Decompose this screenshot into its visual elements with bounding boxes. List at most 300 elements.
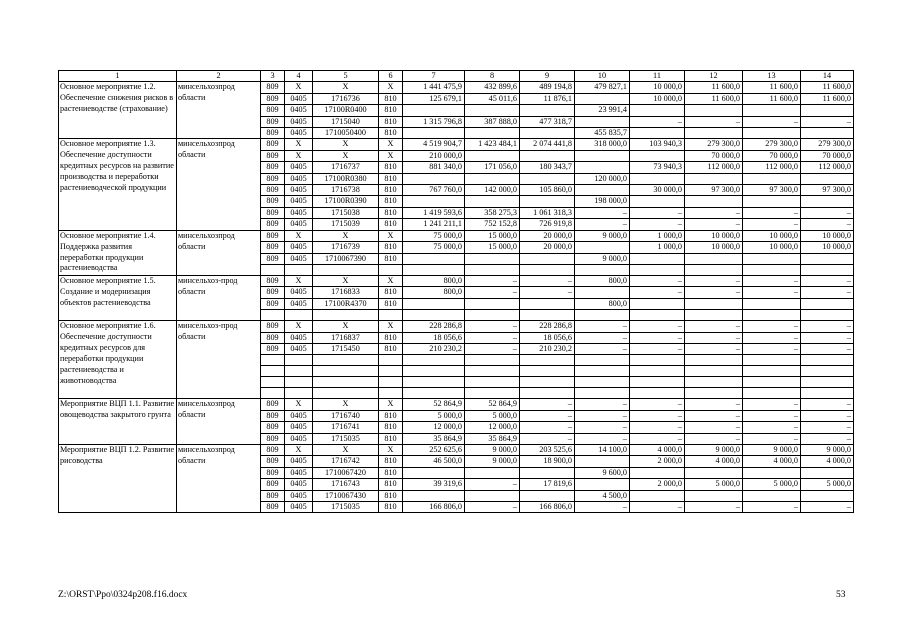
- table-cell: [743, 253, 801, 264]
- table-cell: [685, 355, 743, 366]
- table-cell: 1710067390: [313, 253, 379, 264]
- table-cell: 10 000,0: [801, 230, 854, 241]
- table-cell: 9 000,0: [801, 444, 854, 455]
- activity-name-cell: Мероприятие ВЦП 1.1. Развитие овощеводства закрытого грунта: [59, 399, 177, 445]
- table-cell: 279 300,0: [743, 139, 801, 150]
- table-cell: 1715040: [313, 116, 379, 127]
- table-cell: [379, 388, 403, 399]
- table-cell: 4 500,0: [575, 490, 630, 501]
- table-cell: [403, 253, 465, 264]
- table-cell: 9 000,0: [575, 253, 630, 264]
- table-cell: 1 423 484,1: [465, 139, 520, 150]
- table-cell: –: [743, 321, 801, 332]
- table-cell: –: [630, 287, 685, 298]
- table-cell: –: [575, 433, 630, 444]
- table-cell: [685, 298, 743, 309]
- table-cell: 4 519 904,7: [403, 139, 465, 150]
- table-cell: 809: [261, 219, 285, 230]
- table-cell: [743, 355, 801, 366]
- table-cell: 809: [261, 422, 285, 433]
- table-cell: [801, 490, 854, 501]
- table-cell: [575, 116, 630, 127]
- table-cell: [685, 264, 743, 275]
- table-cell: [465, 355, 520, 366]
- table-cell: [379, 366, 403, 377]
- table-cell: –: [465, 502, 520, 513]
- table-cell: [313, 366, 379, 377]
- table-cell: [801, 377, 854, 388]
- table-cell: [575, 287, 630, 298]
- table-cell: [520, 490, 575, 501]
- table-cell: 1710067420: [313, 467, 379, 478]
- table-cell: 1 241 211,1: [403, 219, 465, 230]
- table-cell: 171 056,0: [465, 162, 520, 173]
- table-cell: 1710067430: [313, 490, 379, 501]
- table-cell: 810: [379, 287, 403, 298]
- table-cell: –: [801, 399, 854, 410]
- table-cell: [575, 377, 630, 388]
- table-cell: 210 230,2: [520, 343, 575, 354]
- executor-cell: минсельхоз-прод области: [177, 275, 261, 320]
- table-cell: 73 940,3: [630, 162, 685, 173]
- table-cell: 210 000,0: [403, 150, 465, 161]
- table-cell: –: [801, 410, 854, 421]
- table-cell: 4 000,0: [743, 456, 801, 467]
- executor-cell: минсельхозпрод области: [177, 82, 261, 139]
- table-cell: –: [801, 422, 854, 433]
- table-cell: [743, 105, 801, 116]
- table-cell: 180 343,7: [520, 162, 575, 173]
- table-cell: 252 625,6: [403, 444, 465, 455]
- header-cell: 13: [743, 71, 801, 82]
- table-cell: –: [575, 422, 630, 433]
- table-cell: [743, 467, 801, 478]
- activity-name-cell: Основное мероприятие 1.3. Обеспечение доступности кредитных ресурсов на развитие производства и переработки растениеводческой продукции: [59, 139, 177, 230]
- budget-table: [58, 70, 854, 513]
- table-cell: [465, 128, 520, 139]
- table-cell: 809: [261, 196, 285, 207]
- table-cell: [575, 310, 630, 321]
- table-cell: [575, 93, 630, 104]
- header-cell: 11: [630, 71, 685, 82]
- table-cell: 70 000,0: [801, 150, 854, 161]
- table-cell: 0405: [285, 287, 313, 298]
- table-cell: [630, 105, 685, 116]
- table-cell: [630, 128, 685, 139]
- table-cell: 9 000,0: [685, 444, 743, 455]
- table-cell: 0405: [285, 242, 313, 253]
- table-cell: [575, 479, 630, 490]
- table-cell: 12 000,0: [465, 422, 520, 433]
- table-cell: 809: [261, 185, 285, 196]
- table-cell: 809: [261, 433, 285, 444]
- table-cell: 11 876,1: [520, 93, 575, 104]
- table-cell: [285, 355, 313, 366]
- table-cell: X: [379, 444, 403, 455]
- table-cell: –: [743, 410, 801, 421]
- table-cell: [403, 377, 465, 388]
- table-cell: [520, 467, 575, 478]
- table-cell: 455 835,7: [575, 128, 630, 139]
- table-cell: 210 230,2: [403, 343, 465, 354]
- table-cell: 0405: [285, 196, 313, 207]
- table-cell: –: [575, 343, 630, 354]
- table-cell: [575, 388, 630, 399]
- header-cell: 2: [177, 71, 261, 82]
- table-cell: 0405: [285, 422, 313, 433]
- table-row: [59, 275, 854, 286]
- table-cell: [520, 355, 575, 366]
- table-cell: 52 864,9: [403, 399, 465, 410]
- table-cell: 489 194,8: [520, 82, 575, 93]
- table-cell: 810: [379, 253, 403, 264]
- table-cell: –: [743, 287, 801, 298]
- table-cell: 1716736: [313, 93, 379, 104]
- table-cell: 2 000,0: [630, 479, 685, 490]
- table-cell: [465, 105, 520, 116]
- table-cell: [403, 490, 465, 501]
- table-cell: [520, 173, 575, 184]
- table-cell: –: [743, 399, 801, 410]
- table-cell: –: [743, 502, 801, 513]
- executor-cell: минсельхозпрод области: [177, 139, 261, 230]
- table-cell: –: [685, 116, 743, 127]
- table-cell: 810: [379, 422, 403, 433]
- table-cell: –: [630, 275, 685, 286]
- table-cell: 142 000,0: [465, 185, 520, 196]
- table-cell: 97 300,0: [685, 185, 743, 196]
- table-cell: [403, 264, 465, 275]
- table-cell: 0405: [285, 173, 313, 184]
- table-cell: –: [630, 422, 685, 433]
- table-cell: 0405: [285, 207, 313, 218]
- table-cell: X: [285, 321, 313, 332]
- table-cell: 0405: [285, 128, 313, 139]
- table-cell: [313, 388, 379, 399]
- table-cell: 279 300,0: [685, 139, 743, 150]
- table-body: [59, 71, 854, 513]
- table-cell: 752 152,8: [465, 219, 520, 230]
- table-cell: [261, 366, 285, 377]
- table-cell: 0405: [285, 332, 313, 343]
- table-cell: 809: [261, 253, 285, 264]
- table-cell: –: [801, 116, 854, 127]
- table-cell: 358 275,3: [465, 207, 520, 218]
- table-cell: –: [465, 479, 520, 490]
- table-cell: 11 600,0: [743, 82, 801, 93]
- table-cell: –: [465, 343, 520, 354]
- table-cell: 4 000,0: [630, 444, 685, 455]
- table-cell: 5 000,0: [403, 410, 465, 421]
- table-cell: [630, 253, 685, 264]
- table-cell: 18 056,6: [520, 332, 575, 343]
- table-cell: [520, 128, 575, 139]
- table-cell: 9 000,0: [743, 444, 801, 455]
- table-cell: 11 600,0: [801, 93, 854, 104]
- table-cell: [685, 377, 743, 388]
- table-cell: –: [630, 502, 685, 513]
- table-cell: –: [801, 502, 854, 513]
- table-cell: [743, 388, 801, 399]
- table-cell: 809: [261, 332, 285, 343]
- table-cell: 1715450: [313, 343, 379, 354]
- table-cell: –: [743, 219, 801, 230]
- table-cell: [685, 366, 743, 377]
- table-cell: 809: [261, 162, 285, 173]
- table-cell: [801, 355, 854, 366]
- header-cell: 6: [379, 71, 403, 82]
- table-cell: [575, 185, 630, 196]
- table-cell: 810: [379, 116, 403, 127]
- table-cell: [285, 366, 313, 377]
- table-cell: 809: [261, 298, 285, 309]
- table-cell: [261, 355, 285, 366]
- table-cell: –: [743, 275, 801, 286]
- table-cell: 105 860,0: [520, 185, 575, 196]
- table-cell: 810: [379, 185, 403, 196]
- header-cell: 9: [520, 71, 575, 82]
- table-cell: [403, 310, 465, 321]
- table-cell: –: [575, 207, 630, 218]
- table-cell: 809: [261, 502, 285, 513]
- table-cell: 810: [379, 105, 403, 116]
- table-cell: 2 000,0: [630, 456, 685, 467]
- table-cell: 166 806,0: [403, 502, 465, 513]
- table-cell: –: [630, 321, 685, 332]
- table-cell: [379, 310, 403, 321]
- table-cell: 198 000,0: [575, 196, 630, 207]
- table-cell: 809: [261, 275, 285, 286]
- table-cell: 39 319,6: [403, 479, 465, 490]
- table-cell: [520, 377, 575, 388]
- table-cell: 1716740: [313, 410, 379, 421]
- table-cell: 1716837: [313, 332, 379, 343]
- table-cell: [520, 310, 575, 321]
- table-cell: 726 919,8: [520, 219, 575, 230]
- table-cell: [743, 298, 801, 309]
- table-cell: 11 600,0: [685, 93, 743, 104]
- table-cell: 809: [261, 93, 285, 104]
- table-row: [59, 139, 854, 150]
- table-cell: [520, 264, 575, 275]
- table-cell: 387 888,0: [465, 116, 520, 127]
- table-cell: 1710050400: [313, 128, 379, 139]
- table-cell: X: [313, 399, 379, 410]
- table-cell: 767 760,0: [403, 185, 465, 196]
- table-cell: 809: [261, 128, 285, 139]
- table-cell: [630, 467, 685, 478]
- table-cell: 10 000,0: [685, 242, 743, 253]
- table-cell: 0405: [285, 456, 313, 467]
- table-cell: X: [379, 230, 403, 241]
- table-cell: X: [285, 230, 313, 241]
- table-cell: –: [575, 219, 630, 230]
- table-cell: 800,0: [575, 298, 630, 309]
- table-cell: [685, 173, 743, 184]
- table-cell: –: [801, 321, 854, 332]
- header-cell: 12: [685, 71, 743, 82]
- table-cell: 52 864,9: [465, 399, 520, 410]
- table-cell: 2 074 441,8: [520, 139, 575, 150]
- table-cell: 17100R0390: [313, 196, 379, 207]
- table-cell: [685, 253, 743, 264]
- table-cell: [520, 253, 575, 264]
- table-cell: [575, 366, 630, 377]
- table-cell: [285, 388, 313, 399]
- table-cell: 318 000,0: [575, 139, 630, 150]
- table-cell: 0405: [285, 433, 313, 444]
- table-cell: 809: [261, 242, 285, 253]
- table-cell: –: [465, 332, 520, 343]
- table-cell: 1 000,0: [630, 242, 685, 253]
- table-cell: 810: [379, 162, 403, 173]
- table-cell: [261, 310, 285, 321]
- table-header-row: [59, 71, 854, 82]
- table-cell: 203 525,6: [520, 444, 575, 455]
- table-cell: 45 011,6: [465, 93, 520, 104]
- table-cell: 810: [379, 298, 403, 309]
- table-cell: 881 340,0: [403, 162, 465, 173]
- table-cell: X: [313, 275, 379, 286]
- header-cell: 3: [261, 71, 285, 82]
- table-cell: 11 600,0: [743, 93, 801, 104]
- table-cell: –: [520, 287, 575, 298]
- table-cell: 112 000,0: [743, 162, 801, 173]
- table-cell: 10 000,0: [743, 230, 801, 241]
- table-cell: 810: [379, 502, 403, 513]
- table-cell: 20 000,0: [520, 242, 575, 253]
- table-cell: 809: [261, 150, 285, 161]
- table-cell: 279 300,0: [801, 139, 854, 150]
- table-cell: X: [379, 275, 403, 286]
- table-cell: –: [630, 410, 685, 421]
- header-cell: 8: [465, 71, 520, 82]
- table-cell: [403, 366, 465, 377]
- table-cell: 809: [261, 321, 285, 332]
- table-cell: 9 000,0: [465, 444, 520, 455]
- table-cell: 479 827,1: [575, 82, 630, 93]
- table-cell: [313, 377, 379, 388]
- table-cell: –: [685, 321, 743, 332]
- table-cell: –: [630, 433, 685, 444]
- table-cell: –: [520, 433, 575, 444]
- table-cell: [801, 264, 854, 275]
- table-cell: –: [630, 219, 685, 230]
- table-cell: 810: [379, 207, 403, 218]
- table-cell: [685, 310, 743, 321]
- table-cell: 810: [379, 433, 403, 444]
- table-cell: 1 061 318,3: [520, 207, 575, 218]
- table-cell: 112 000,0: [685, 162, 743, 173]
- table-cell: 0405: [285, 93, 313, 104]
- table-cell: [801, 366, 854, 377]
- table-cell: X: [379, 150, 403, 161]
- table-cell: 15 000,0: [465, 242, 520, 253]
- table-cell: 810: [379, 467, 403, 478]
- table-cell: X: [313, 139, 379, 150]
- table-cell: –: [685, 343, 743, 354]
- table-cell: [801, 105, 854, 116]
- table-cell: –: [743, 207, 801, 218]
- table-cell: 0405: [285, 162, 313, 173]
- table-row: [59, 399, 854, 410]
- table-cell: 35 864,9: [465, 433, 520, 444]
- table-cell: 4 000,0: [801, 456, 854, 467]
- header-cell: 10: [575, 71, 630, 82]
- table-cell: [630, 388, 685, 399]
- table-cell: 810: [379, 410, 403, 421]
- executor-cell: минсельхозпрод области: [177, 230, 261, 275]
- table-cell: [801, 298, 854, 309]
- table-cell: [285, 377, 313, 388]
- table-cell: X: [313, 321, 379, 332]
- table-cell: [630, 310, 685, 321]
- table-cell: 809: [261, 82, 285, 93]
- table-cell: [465, 150, 520, 161]
- table-cell: 0405: [285, 490, 313, 501]
- table-cell: 810: [379, 490, 403, 501]
- activity-name-cell: Основное мероприятие 1.5. Создание и модернизация объектов растениеводства: [59, 275, 177, 320]
- table-cell: [685, 490, 743, 501]
- table-cell: [801, 388, 854, 399]
- table-cell: –: [743, 343, 801, 354]
- table-cell: –: [630, 207, 685, 218]
- table-cell: 809: [261, 139, 285, 150]
- table-cell: –: [575, 410, 630, 421]
- table-cell: 30 000,0: [630, 185, 685, 196]
- table-cell: X: [313, 150, 379, 161]
- table-cell: –: [575, 332, 630, 343]
- table-cell: 0405: [285, 105, 313, 116]
- table-cell: –: [520, 422, 575, 433]
- table-cell: 810: [379, 332, 403, 343]
- table-cell: 10 000,0: [743, 242, 801, 253]
- table-cell: [379, 355, 403, 366]
- table-cell: [285, 264, 313, 275]
- table-cell: [465, 467, 520, 478]
- table-cell: [575, 355, 630, 366]
- table-cell: 18 056,6: [403, 332, 465, 343]
- table-cell: [520, 150, 575, 161]
- table-cell: 809: [261, 399, 285, 410]
- table-cell: 11 600,0: [685, 82, 743, 93]
- table-cell: –: [743, 116, 801, 127]
- table-cell: [261, 264, 285, 275]
- table-cell: X: [313, 230, 379, 241]
- table-cell: [465, 253, 520, 264]
- table-cell: [685, 105, 743, 116]
- table-cell: 809: [261, 207, 285, 218]
- table-cell: 70 000,0: [743, 150, 801, 161]
- table-cell: [403, 467, 465, 478]
- table-cell: 1 441 475,9: [403, 82, 465, 93]
- table-cell: X: [379, 82, 403, 93]
- table-cell: 809: [261, 410, 285, 421]
- table-cell: –: [630, 116, 685, 127]
- table-cell: –: [465, 275, 520, 286]
- table-cell: [801, 310, 854, 321]
- table-cell: 0405: [285, 467, 313, 478]
- table-cell: [313, 264, 379, 275]
- table-cell: [630, 298, 685, 309]
- table-cell: 10 000,0: [630, 93, 685, 104]
- table-cell: –: [685, 332, 743, 343]
- table-cell: –: [575, 502, 630, 513]
- table-cell: 17100R4370: [313, 298, 379, 309]
- table-row: [59, 82, 854, 93]
- table-cell: 70 000,0: [685, 150, 743, 161]
- activity-name-cell: Основное мероприятие 1.2. Обеспечение снижения рисков в растениеводстве (страхование): [59, 82, 177, 139]
